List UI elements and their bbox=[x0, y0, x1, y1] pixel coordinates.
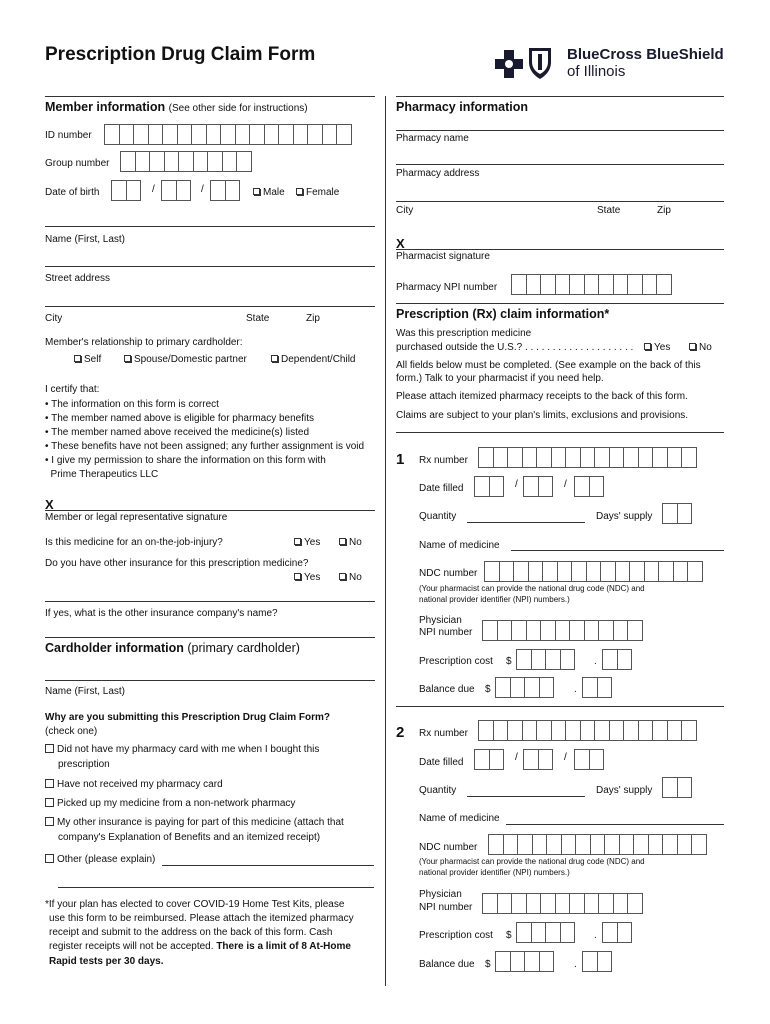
pharmacy-state-label: State bbox=[597, 205, 621, 216]
ndc-number-boxes[interactable] bbox=[484, 561, 702, 582]
date-day-boxes[interactable] bbox=[523, 476, 552, 497]
certify-item: • The member named above received the medicine(s) listed bbox=[45, 427, 309, 438]
physician-npi-boxes[interactable] bbox=[482, 620, 642, 641]
covid-note-line: use this form to be reimbursed. Please attach the itemized pharmacy bbox=[49, 913, 354, 924]
pharmacist-signature-x: X bbox=[396, 236, 405, 251]
pharmacy-section-header: Pharmacy information bbox=[396, 100, 528, 114]
brand-region: of Illinois bbox=[567, 63, 626, 80]
certify-item: • I give my permission to share the information on this form with bbox=[45, 455, 326, 466]
otj-no-checkbox[interactable]: No bbox=[339, 537, 362, 548]
rx-number-boxes[interactable] bbox=[478, 720, 696, 741]
covid-note-bold: Rapid tests per 30 days. bbox=[49, 956, 164, 967]
days-supply-label: Days' supply bbox=[596, 785, 653, 796]
physician-npi-label: NPI number bbox=[419, 902, 473, 913]
dob-day-boxes[interactable] bbox=[161, 180, 190, 201]
reason-no-card-cont: prescription bbox=[58, 759, 110, 770]
state-label: State bbox=[246, 313, 270, 324]
days-supply-label: Days' supply bbox=[596, 511, 653, 522]
cost-dollars-boxes[interactable] bbox=[516, 649, 574, 670]
cost-dollars-boxes[interactable] bbox=[516, 922, 574, 943]
rx-note: form.) Talk to your pharmacist if you need help. bbox=[396, 373, 604, 384]
member-name-label: Name (First, Last) bbox=[45, 234, 126, 245]
member-signature-x: X bbox=[45, 497, 54, 512]
pharmacy-zip-label: Zip bbox=[657, 205, 671, 216]
date-filled-label: Date filled bbox=[419, 757, 464, 768]
physician-npi-label: Physician bbox=[419, 889, 462, 900]
certify-item: • These benefits have not been assigned; any further assignment is void bbox=[45, 441, 365, 452]
pharmacy-city-label: City bbox=[396, 205, 414, 216]
member-section-header: Member information (See other side for instructions) bbox=[45, 100, 308, 114]
female-checkbox[interactable]: Female bbox=[296, 187, 339, 198]
covid-note-line: receipt and submit to the address on the back of this form. Cash bbox=[49, 927, 333, 938]
certify-item: Prime Therapeutics LLC bbox=[45, 469, 159, 480]
other-insurance-name-label: If yes, what is the other insurance company's name? bbox=[45, 608, 278, 619]
quantity-input[interactable] bbox=[467, 796, 585, 797]
balance-cents-boxes[interactable] bbox=[582, 951, 611, 972]
other-ins-no-checkbox[interactable]: No bbox=[339, 572, 362, 583]
relationship-self-checkbox[interactable]: Self bbox=[74, 354, 101, 365]
other-ins-yes-checkbox[interactable]: Yes bbox=[294, 572, 320, 583]
brand-name: BlueCross BlueShield bbox=[567, 46, 724, 63]
relationship-label: Member's relationship to primary cardholder: bbox=[45, 337, 243, 348]
otj-question: Is this medicine for an on-the-job-injury? bbox=[45, 537, 223, 548]
otj-yes-checkbox[interactable]: Yes bbox=[294, 537, 320, 548]
medicine-name-label: Name of medicine bbox=[419, 813, 500, 824]
ndc-note: (Your pharmacist can provide the national drug code (NDC) and bbox=[419, 857, 645, 866]
pharmacist-signature-label: Pharmacist signature bbox=[396, 251, 490, 262]
ndc-note: national provider identifier (NPI) numbers.) bbox=[419, 868, 570, 877]
physician-npi-boxes[interactable] bbox=[482, 893, 642, 914]
quantity-label: Quantity bbox=[419, 785, 457, 796]
rx-number-label: Rx number bbox=[419, 728, 468, 739]
reason-other-input[interactable] bbox=[162, 865, 374, 866]
date-filled-label: Date filled bbox=[419, 483, 464, 494]
physician-npi-label: Physician bbox=[419, 615, 462, 626]
cardholder-name-label: Name (First, Last) bbox=[45, 686, 126, 697]
check-one-note: (check one) bbox=[45, 726, 98, 737]
days-supply-boxes[interactable] bbox=[662, 503, 691, 524]
medicine-name-label: Name of medicine bbox=[419, 540, 500, 551]
quantity-label: Quantity bbox=[419, 511, 457, 522]
reason-other-checkbox[interactable]: Other (please explain) bbox=[45, 854, 155, 865]
outside-us-no-checkbox[interactable]: No bbox=[689, 342, 712, 353]
date-day-boxes[interactable] bbox=[523, 749, 552, 770]
group-number-label: Group number bbox=[45, 158, 110, 169]
balance-dollars-boxes[interactable] bbox=[495, 951, 553, 972]
certify-item: • The information on this form is correct bbox=[45, 399, 219, 410]
outside-us-question: Was this prescription medicine bbox=[396, 328, 532, 339]
balance-due-label: Balance due bbox=[419, 959, 475, 970]
id-number-label: ID number bbox=[45, 130, 92, 141]
other-insurance-question: Do you have other insurance for this prescription medicine? bbox=[45, 558, 309, 569]
date-month-boxes[interactable] bbox=[474, 749, 503, 770]
certify-label: I certify that: bbox=[45, 384, 100, 395]
member-signature-line[interactable] bbox=[45, 510, 375, 511]
days-supply-boxes[interactable] bbox=[662, 777, 691, 798]
medicine-name-input[interactable] bbox=[511, 550, 724, 551]
member-signature-label: Member or legal representative signature bbox=[45, 512, 228, 523]
quantity-input[interactable] bbox=[467, 522, 585, 523]
pharmacy-npi-label: Pharmacy NPI number bbox=[396, 282, 498, 293]
why-question: Why are you submitting this Prescription Drug Claim Form? bbox=[45, 712, 331, 723]
reason-other-insurance-cont: company's Explanation of Benefits and an itemized receipt) bbox=[58, 832, 321, 843]
dob-year-boxes[interactable] bbox=[210, 180, 239, 201]
reason-non-network-checkbox[interactable]: Picked up my medicine from a non-network pharmacy bbox=[45, 798, 295, 809]
brand-logo bbox=[495, 44, 755, 84]
rx-section-header: Prescription (Rx) claim information* bbox=[396, 307, 610, 321]
outside-us-question-cont: purchased outside the U.S.? . . . . . . . . . . . . . . . . . . . . bbox=[396, 342, 634, 353]
relationship-spouse-checkbox[interactable]: Spouse/Domestic partner bbox=[124, 354, 247, 365]
zip-label: Zip bbox=[306, 313, 320, 324]
certify-item: • The member named above is eligible for pharmacy benefits bbox=[45, 413, 315, 424]
reason-other-input-line2[interactable] bbox=[58, 887, 374, 888]
street-label: Street address bbox=[45, 273, 111, 284]
city-label: City bbox=[45, 313, 63, 324]
physician-npi-label: NPI number bbox=[419, 627, 473, 638]
bluecross-blueshield-icon bbox=[495, 44, 555, 82]
id-number-boxes[interactable] bbox=[104, 124, 351, 145]
column-divider bbox=[385, 96, 386, 986]
ndc-number-boxes[interactable] bbox=[488, 834, 706, 855]
pharmacy-address-label: Pharmacy address bbox=[396, 168, 480, 179]
rx-note: All fields below must be completed. (See example on the back of this bbox=[396, 360, 701, 371]
date-year-boxes[interactable] bbox=[574, 749, 603, 770]
rx-number-boxes[interactable] bbox=[478, 447, 696, 468]
date-month-boxes[interactable] bbox=[474, 476, 503, 497]
ndc-number-label: NDC number bbox=[419, 842, 478, 853]
medicine-name-input[interactable] bbox=[506, 824, 724, 825]
date-year-boxes[interactable] bbox=[574, 476, 603, 497]
balance-dollars-boxes[interactable] bbox=[495, 677, 553, 698]
prescription-cost-label: Prescription cost bbox=[419, 656, 493, 667]
cost-cents-boxes[interactable] bbox=[602, 649, 631, 670]
balance-due-label: Balance due bbox=[419, 684, 475, 695]
dob-label: Date of birth bbox=[45, 187, 100, 198]
reason-no-card-checkbox[interactable]: Did not have my pharmacy card with me when I bought this bbox=[45, 744, 319, 755]
reason-other-insurance-checkbox[interactable]: My other insurance is paying for part of this medicine (attach that bbox=[45, 817, 344, 828]
pharmacy-name-label: Pharmacy name bbox=[396, 133, 469, 144]
covid-note-line: register receipts will not be accepted. There is a limit of 8 At-Home bbox=[49, 941, 351, 952]
rx-note: Please attach itemized pharmacy receipts to the back of this form. bbox=[396, 391, 688, 402]
cardholder-section-header: Cardholder information (primary cardholder) bbox=[45, 641, 300, 655]
cost-cents-boxes[interactable] bbox=[602, 922, 631, 943]
rx-number-label: Rx number bbox=[419, 455, 468, 466]
pharmacy-npi-boxes[interactable] bbox=[511, 274, 671, 295]
rx-note: Claims are subject to your plan's limits, exclusions and provisions. bbox=[396, 410, 689, 421]
ndc-number-label: NDC number bbox=[419, 568, 478, 579]
covid-note-line: *If your plan has elected to cover COVID-19 Home Test Kits, please bbox=[45, 899, 345, 910]
page-title: Prescription Drug Claim Form bbox=[45, 44, 316, 65]
outside-us-yes-checkbox[interactable]: Yes bbox=[644, 342, 670, 353]
pharmacist-signature-line[interactable] bbox=[396, 249, 724, 250]
male-checkbox[interactable]: Male bbox=[253, 187, 285, 198]
dob-month-boxes[interactable] bbox=[111, 180, 140, 201]
prescription-cost-label: Prescription cost bbox=[419, 930, 493, 941]
reason-not-received-checkbox[interactable]: Have not received my pharmacy card bbox=[45, 779, 223, 790]
ndc-note: (Your pharmacist can provide the national drug code (NDC) and bbox=[419, 584, 645, 593]
group-number-boxes[interactable] bbox=[120, 151, 251, 172]
ndc-note: national provider identifier (NPI) numbers.) bbox=[419, 595, 570, 604]
relationship-dependent-checkbox[interactable]: Dependent/Child bbox=[271, 354, 356, 365]
balance-cents-boxes[interactable] bbox=[582, 677, 611, 698]
